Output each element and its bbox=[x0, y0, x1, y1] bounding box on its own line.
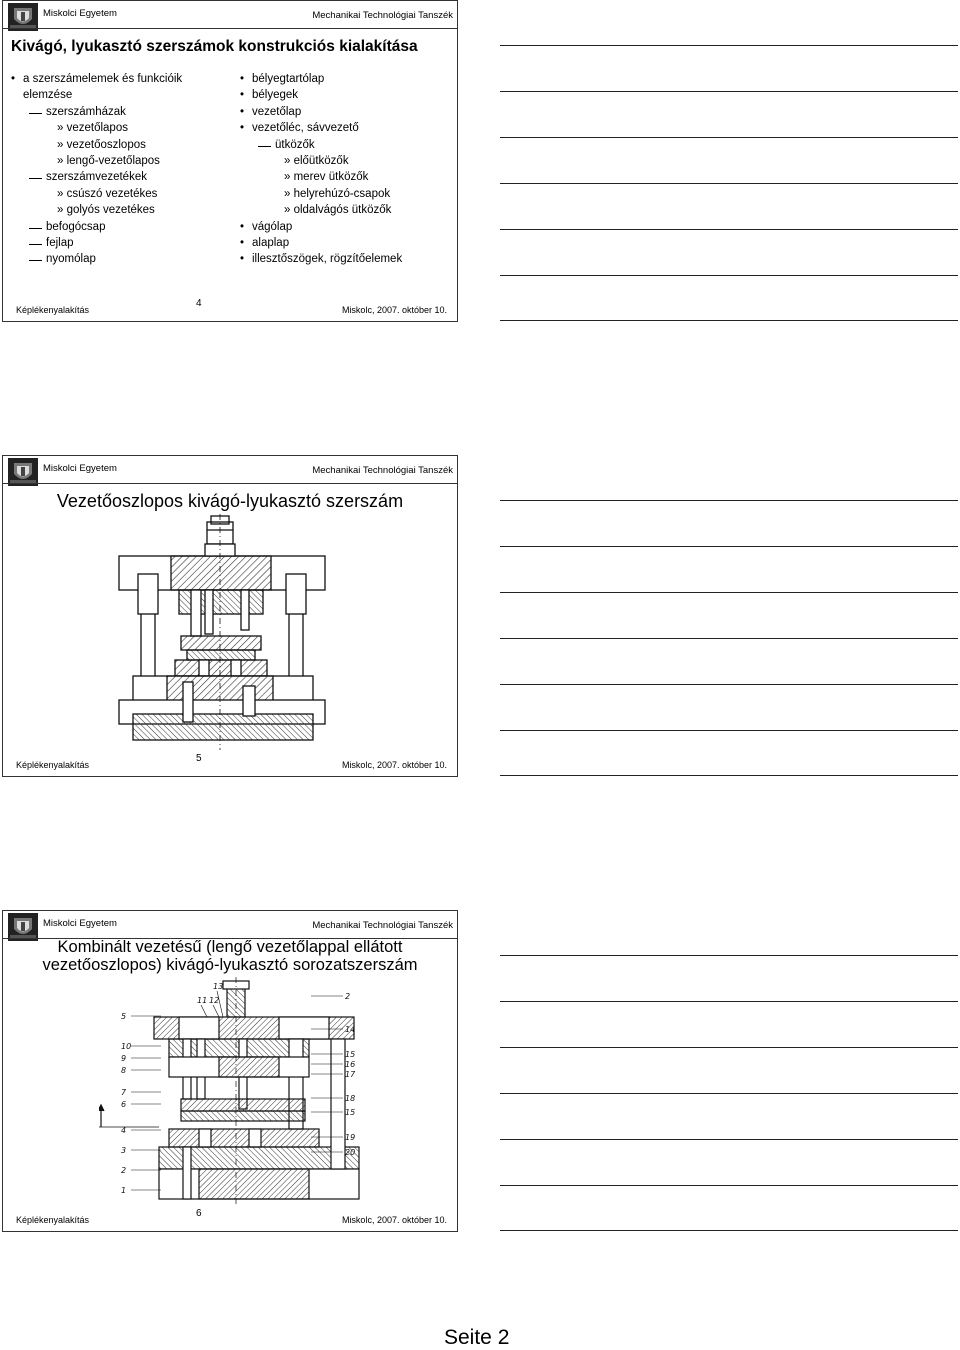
university-name: Miskolci Egyetem bbox=[43, 918, 117, 929]
list-item: » vezetőlapos bbox=[57, 122, 128, 135]
notes-line bbox=[500, 1139, 958, 1140]
list-item: » helyrehúzó-csapok bbox=[284, 187, 391, 200]
die-set-svg bbox=[111, 514, 333, 750]
callout-number: 20 bbox=[345, 1148, 356, 1157]
callout-number: 15 bbox=[345, 1050, 356, 1059]
notes-line bbox=[500, 45, 958, 46]
list-item: • a szerszámelemek és funkcióik bbox=[10, 71, 182, 87]
die-set-drawing bbox=[111, 514, 333, 750]
notes-line bbox=[500, 775, 958, 776]
list-item: » vezetőoszlopos bbox=[57, 138, 146, 151]
slide-title: Vezetőoszlopos kivágó-lyukasztó szerszám bbox=[56, 491, 404, 511]
footer-date: Miskolc, 2007. október 10. bbox=[341, 760, 447, 770]
footer-course: Képlékenyalakítás bbox=[16, 305, 90, 315]
list-item: befogócsap bbox=[10, 219, 182, 235]
list-item: » golyós vezetékes bbox=[57, 204, 155, 217]
callout-number: 18 bbox=[345, 1094, 356, 1103]
slide-title-line-2: vezetőoszlopos) kivágó-lyukasztó sorozatszerszám bbox=[42, 956, 418, 974]
callout-number: 13 bbox=[213, 982, 224, 991]
slide-title: Kivágó, lyukasztó szerszámok konstrukciós kialakítása bbox=[11, 38, 418, 55]
footer-course: Képlékenyalakítás bbox=[16, 1215, 90, 1225]
callout-number: 7 bbox=[121, 1088, 127, 1097]
list-item: » lengő-vezetőlapos bbox=[57, 155, 160, 168]
callout-number: 2 bbox=[345, 992, 351, 1001]
notes-line bbox=[500, 546, 958, 547]
slide-number: 5 bbox=[196, 753, 202, 764]
slide-footer bbox=[3, 297, 457, 321]
list-item: elemzése bbox=[23, 89, 73, 102]
slide-5 bbox=[2, 455, 458, 777]
callout-leader bbox=[213, 1005, 219, 1017]
left-bullet-list bbox=[10, 71, 182, 268]
notes-line bbox=[500, 638, 958, 639]
list-item: nyomólap bbox=[10, 251, 182, 267]
callout-number: 5 bbox=[121, 1012, 127, 1021]
footer-course: Képlékenyalakítás bbox=[16, 760, 90, 770]
slide-header bbox=[3, 1, 457, 33]
list-item: szerszámházak bbox=[10, 104, 182, 120]
footer-date: Miskolc, 2007. október 10. bbox=[341, 1215, 447, 1225]
callout-number: 10 bbox=[121, 1042, 132, 1051]
list-item: • illesztőszögek, rögzítőelemek bbox=[239, 251, 402, 267]
callout-number: 12 bbox=[209, 996, 220, 1005]
page-label: Seite 2 bbox=[444, 1326, 510, 1349]
list-item: • bélyegek bbox=[239, 87, 402, 103]
notes-line bbox=[500, 229, 958, 230]
notes-line bbox=[500, 1185, 958, 1186]
notes-line bbox=[500, 1230, 958, 1231]
list-item: » előütközők bbox=[284, 155, 349, 168]
callout-leader bbox=[201, 1005, 207, 1017]
list-item: • alaplap bbox=[239, 235, 402, 251]
department-name: Mechanikai Technológiai Tanszék bbox=[312, 465, 453, 476]
list-item: » oldalvágós ütközők bbox=[284, 204, 392, 217]
slide-footer bbox=[3, 752, 457, 776]
university-name: Miskolci Egyetem bbox=[43, 463, 117, 474]
callout-number: 19 bbox=[345, 1133, 356, 1142]
slide-number: 6 bbox=[196, 1208, 202, 1219]
callout-number: 1 bbox=[121, 1186, 127, 1195]
list-item: fejlap bbox=[10, 235, 182, 251]
notes-line bbox=[500, 137, 958, 138]
list-item: • vezetőlap bbox=[239, 104, 402, 120]
slide-6 bbox=[2, 910, 458, 1232]
progressive-die-drawing bbox=[99, 977, 389, 1207]
notes-line bbox=[500, 955, 958, 956]
department-name: Mechanikai Technológiai Tanszék bbox=[312, 10, 453, 21]
callout-number: 6 bbox=[121, 1100, 127, 1109]
list-item: • vezetőléc, sávvezető bbox=[239, 120, 402, 136]
slide-title-line-1: Kombinált vezetésű (lengő vezetőlappal ellátott bbox=[57, 938, 403, 956]
callout-number: 14 bbox=[345, 1025, 356, 1034]
header-divider bbox=[3, 28, 457, 29]
notes-line bbox=[500, 1001, 958, 1002]
footer-date: Miskolc, 2007. október 10. bbox=[341, 305, 447, 315]
notes-line bbox=[500, 500, 958, 501]
list-item: ütközők bbox=[239, 137, 402, 153]
slide-header bbox=[3, 456, 457, 488]
university-logo bbox=[8, 458, 38, 486]
slide-4 bbox=[2, 0, 458, 322]
callout-number: 2 bbox=[121, 1166, 127, 1175]
callout-number: 15 bbox=[345, 1108, 356, 1117]
slide-title bbox=[11, 938, 449, 974]
list-item: • vágólap bbox=[239, 219, 402, 235]
progressive-die-svg bbox=[99, 977, 389, 1207]
notes-line bbox=[500, 1093, 958, 1094]
notes-line bbox=[500, 275, 958, 276]
callout-number: 3 bbox=[121, 1146, 127, 1155]
slide-number: 4 bbox=[196, 298, 202, 309]
slide-footer bbox=[3, 1207, 457, 1231]
callout-number: 4 bbox=[121, 1126, 127, 1135]
callout-number: 16 bbox=[345, 1060, 356, 1069]
notes-line bbox=[500, 183, 958, 184]
university-name: Miskolci Egyetem bbox=[43, 8, 117, 19]
right-bullet-list bbox=[239, 71, 402, 268]
notes-line bbox=[500, 91, 958, 92]
notes-line bbox=[500, 1047, 958, 1048]
university-logo bbox=[8, 913, 38, 941]
notes-line bbox=[500, 730, 958, 731]
callout-number: 17 bbox=[345, 1070, 356, 1079]
callout-number: 11 bbox=[197, 996, 208, 1005]
university-logo bbox=[8, 3, 38, 31]
callout-number: 9 bbox=[121, 1054, 127, 1063]
notes-line bbox=[500, 684, 958, 685]
department-name: Mechanikai Technológiai Tanszék bbox=[312, 920, 453, 931]
list-item: » merev ütközők bbox=[284, 171, 369, 184]
list-item: » csúszó vezetékes bbox=[57, 187, 158, 200]
callout-number: 8 bbox=[121, 1066, 127, 1075]
header-divider bbox=[3, 483, 457, 484]
list-item: szerszámvezetékek bbox=[10, 169, 182, 185]
list-item: • bélyegtartólap bbox=[239, 71, 402, 87]
notes-line bbox=[500, 320, 958, 321]
notes-line bbox=[500, 592, 958, 593]
